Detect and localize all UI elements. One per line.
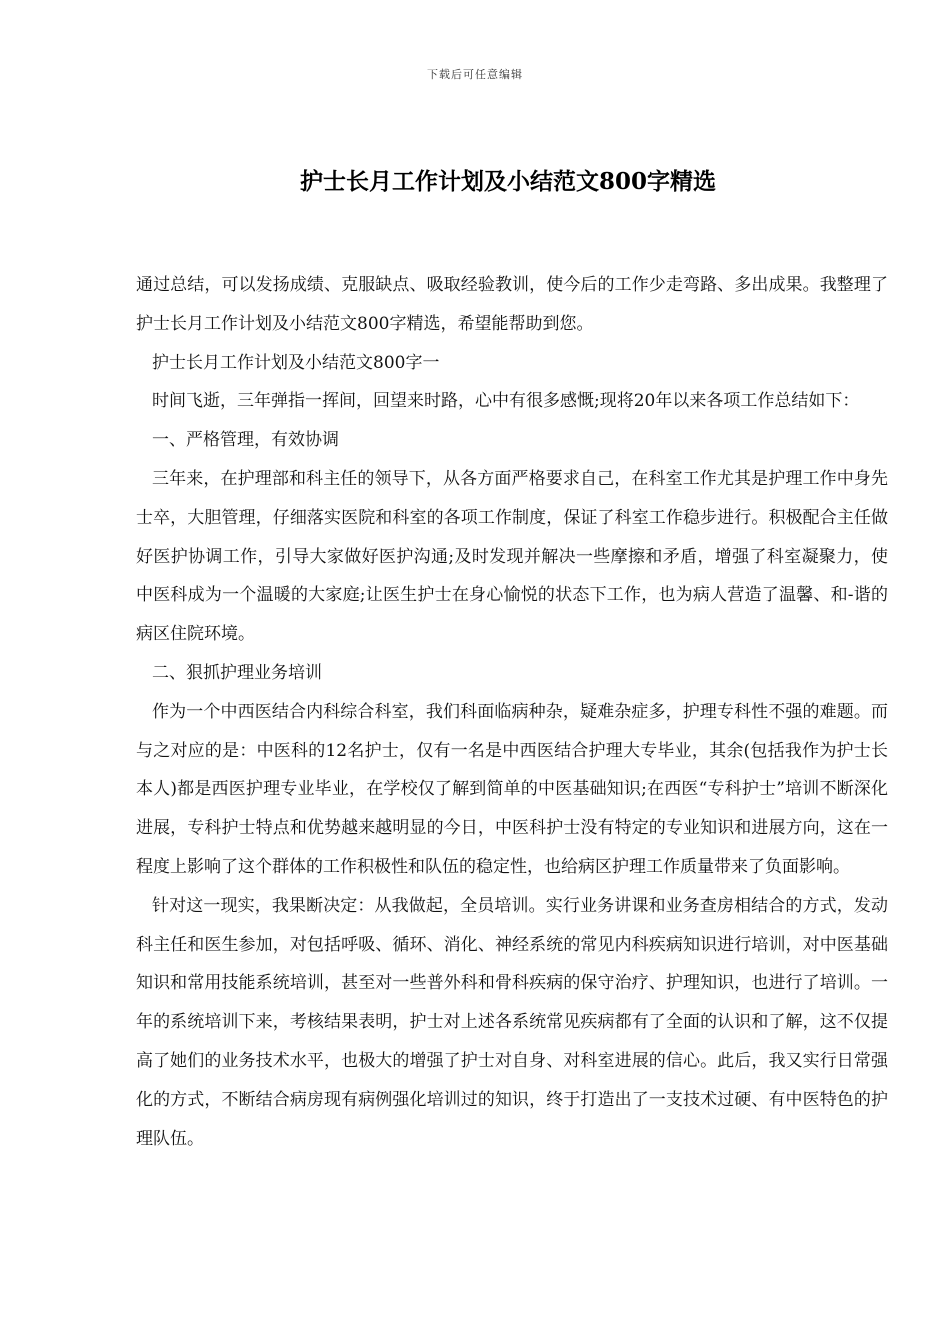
training-paragraph-2: 针对这一现实，我果断决定：从我做起，全员培训。实行业务讲课和业务查房相结合的方式，发动科主任和医生参加，对包括呼吸、循环、消化、神经系统的常见内科疾病知识进行培训，对中医基础知识和常用技能系统培训，甚至对一些普外科和骨科疾病的保守治疗、护理知识，也进行了培训。一年的系统培训下来，考核结果表明，护士对上述各系统常见疾病都有了全面的认识和了解，这不仅提高了她们的业务技术水平，也极大的增强了护士对自身、对科室进展的信心。此后，我又实行日常强化的方式，不断结合病房现有病例强化培训过的知识，终于打造出了一支技术过硬、有中医特色的护理队伍。 (136, 895, 888, 1149)
document-title: 护士长月工作计划及小结范文800字精选 (299, 168, 716, 195)
intro-paragraph: 通过总结，可以发扬成绩、克服缺点、吸取经验教训，使今后的工作少走弯路、多出成果。我整理了护士长月工作计划及小结范文800字精选，希望能帮助到您。 (136, 275, 888, 334)
training-paragraph-1: 作为一个中西医结合内科综合科室，我们科面临病种杂，疑难杂症多，护理专科性不强的难题。而与之对应的是：中医科的12名护士，仅有一名是中西医结合护理大专毕业，其余(包括我作为护士长本人)都是西医护理专业毕业，在学校仅了解到简单的中医基础知识;在西医“专科护士”培训不断深化进展，专科护士特点和优势越来越明显的今日，中医科护士没有特定的专业知识和进展方向，这在一程度上影响了这个群体的工作积极性和队伍的稳定性，也给病区护理工作质量带来了负面影响。 (136, 701, 888, 877)
subheading-training: 二、狠抓护理业务培训 (152, 662, 322, 683)
opening-paragraph: 时间飞逝，三年弹指一挥间，回望来时路，心中有很多感慨;现将20年以来各项工作总结如下： (152, 391, 860, 412)
management-paragraph: 三年来，在护理部和科主任的领导下，从各方面严格要求自己，在科室工作尤其是护理工作中身先士卒，大胆管理，仔细落实医院和科室的各项工作制度，保证了科室工作稳步进行。积极配合主任做好医护协调工作，引导大家做好医护沟通;及时发现并解决一些摩擦和矛盾，增强了科室凝聚力，使中医科成为一个温暖的大家庭;让医生护士在身心愉悦的状态下工作，也为病人营造了温馨、和-谐的病区住院环境。 (136, 468, 888, 645)
section-heading-1: 护士长月工作计划及小结范文800字一 (152, 352, 440, 373)
subheading-management: 一、严格管理，有效协调 (152, 430, 339, 451)
document-body (136, 266, 888, 1158)
header-note: 下载后可任意编辑 (427, 68, 523, 81)
